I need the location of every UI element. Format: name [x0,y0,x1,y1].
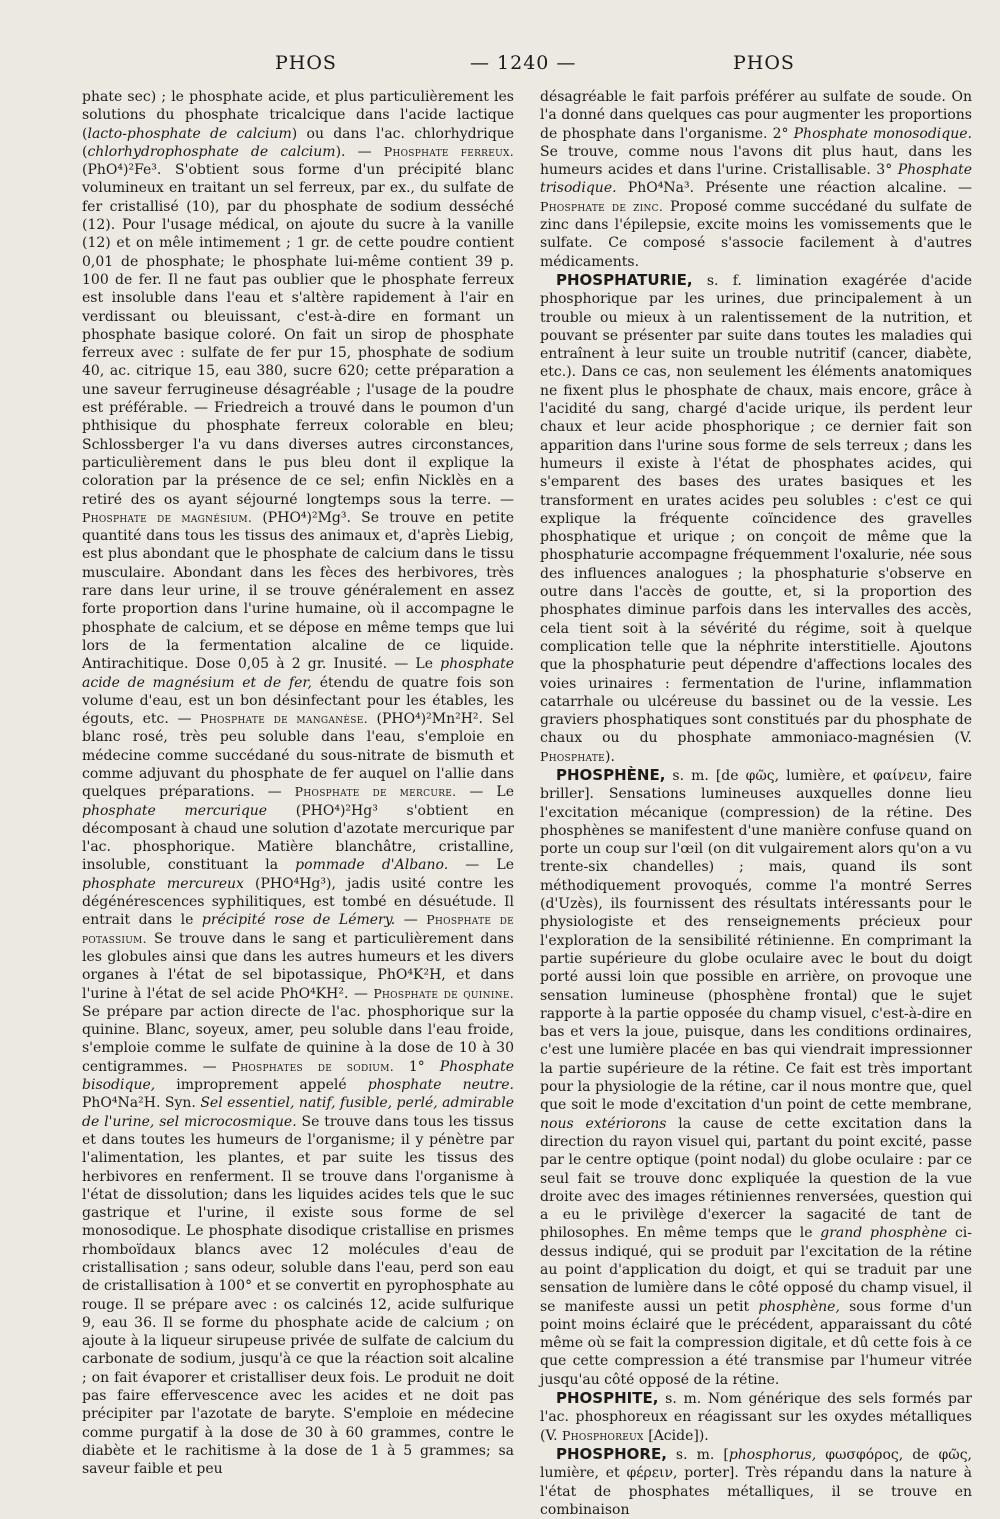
dictionary-entry [540,766,972,1389]
subentry-heading: Phosphates de sodium. [231,1058,394,1074]
text-run: ci-dessus indiqué, qui se produit par l'excitation de la rétine au point d'application du doigt, et qui se traduit par une sensation de lumière dans le côté opposé du champ visuel, il se manifeste aussi un petit [540,1225,972,1315]
italic-term: nous extériorons [540,1115,667,1132]
text-run: s. m. [de φῶς, lumière, et φαίνειν, faire briller]. Sensations lumineuses auxquelles donne lieu l'excitation mécanique (compression) de la rétine. Des phosphènes se manifestent d'une manière confuse quand on porte un coup sur l'œil (on dit vulgairement alors qu'on a vu trente-six chandelles) ; mais, quand ils sont méthodiquement provoqués, comme l'a montré Serres (d'Uzès), ils fournissent des résultats intéressants pour le physiologiste et des renseignements précieux pour l'exploration de la sensibilité rétinienne. En comprimant la partie supérieure du globe oculaire avec le bout du doigt porté aussi loin que possible en arrière, on provoque une sensation lumineuse (phosphène frontal) que le sujet rapporte à la partie opposée du champ visuel, c'est-à-dire en bas et vers la joue, puisque, dans les conditions ordinaires, c'est une lumière placée en bas qui viendrait impressionner la partie supérieure de la rétine. Ce fait est très important pour la physiologie de la rétine, car il nous montre que, quel que soit le mode d'excitation d'un point de cette membrane, [540,767,972,1114]
text-run: PhO⁴Na³. Présente une réaction alcaline. — [616,180,972,197]
italic-term: chlorhydrophosphate de calcium [87,143,336,160]
text-run: Proposé comme succédané du sulfate de zinc dans l'épilepsie, excite moins les vomissements que le sulfate. Ce composé s'associe facilement à d'autres médicaments. [540,198,972,270]
italic-term: pommade d'Albano. [295,857,449,874]
italic-term: Sel essentiel, natif, fusible, perlé, admirable de l'urine, sel microcosmique. [82,1095,515,1130]
italic-term: lacto-phosphate de calcium [87,125,292,142]
text-run: — [395,912,427,929]
subentry-heading: Phosphate de mercure. [294,784,457,800]
dictionary-entry [540,1445,972,1519]
text-run: φωσφόρος, de φῶς, lumière, et φέρειν, porter]. Très répandu dans la nature à l'état de phosphates métalliques, il se trouve en combinaison [540,1446,972,1518]
text-run: Se trouve dans le sang et particulièrement dans les globules ainsi que dans les autres humeurs et les divers organes à l'état de sel bipotassique, PhO⁴K²H, et dans l'urine à l'état de sel acide PhO⁴KH². — [82,930,514,1002]
subentry-heading: Phosphate de quinine. [373,985,514,1001]
italic-term: phosphate mercureux [82,875,244,892]
italic-term: phosphène, [758,1298,840,1315]
subentry-heading: Phosphate ferreux. [383,143,514,159]
subentry-heading: Phosphate de magnésium. [82,509,253,525]
text-run: s. m. [ [666,1446,729,1463]
text-run: (PhO⁴)²Fe³. S'obtient sous forme d'un précipité blanc volumineux en traitant un sel ferreux, par ex., du sulfate de fer cristallisé (10), par du phosphate de sodium desséché (12). Pour l'usage médical, on ajoute du sucre à la vanille (12) et on mêle intimement ; 1 gr. de cette poudre contient 0,01 de phosphate; le phosphate lui-même contient 39 p. 100 de fer. Il ne faut pas oublier que le phosphate ferreux est insoluble dans l'eau et s'altère rapidement à l'air en verdissant ou bleuissant, c'est-à-dire en formant un phosphate basique coloré. On fait un sirop de phosphate ferreux avec : sulfate de fer pur 15, phosphate de sodium 40, ac. citrique 15, eau 380, sucre 620; cette préparation a une saveur ferrugineuse désagréable ; l'usage de la poudre est préférable. — Friedreich a trouvé dans le poumon d'un phthisique du phosphate ferreux colorable en bleu; Schlossberger l'a vu dans diverses autres circonstances, particulièrement dans le pus bleu dont il explique la coloration par la présence de ce sel; enfin Nicklès en a retiré des os ayant séjourné longtemps sous la terre. — [82,162,514,508]
text-run: (PHO⁴)²Mn²H². Sel blanc rosé, très peu soluble dans l'eau, s'emploie en médecine comme succédané du sous-nitrate de bismuth et comme adjuvant du phosphate de fer auquel on l'allie dans quelques préparations. — [82,711,514,801]
dictionary-entry [540,1389,972,1445]
text-run: (PHO⁴)²Hg³ s'obtient en décomposant à chaud une solution d'azotate mercurique par l'ac. phosphorique. Matière blanchâtre, cristalline, insoluble, constituant la [82,802,514,874]
text-run: Se prépare par action directe de l'ac. phosphorique sur la quinine. Blanc, soyeux, amer, peu soluble dans l'eau froide, s'emploie comme le sulfate de quinine à la dose de 10 à 30 centigrammes. — [82,1003,514,1075]
text-run: ). — [335,143,384,160]
subentry-heading: Phosphate de zinc. [540,198,664,214]
text-run: étendu de quatre fois son volume d'eau, est un bon désinfectant pour les étables, les égouts, etc. — [82,674,514,728]
header-right-keyword: PHOS [733,52,795,74]
entry-headword: PHOSPHORE, [556,1444,667,1463]
italic-term: Phosphate trisodique. [540,162,972,197]
entry-headword: PHOSPHATURIE, [556,270,693,289]
subentry-heading: Phosphate [540,748,605,764]
text-run: la cause de cette excitation dans la direction du rayon visuel qui, partant du point excité, passe par le centre optique (point nodal) du globe oculaire : par ce seul fait se trouve donc expliquée la question de la vue droite avec des images rétiniennes renversées, question qui a eu le privilège d'exercer la sagacité de tant de philosophes. En même temps que le [540,1115,972,1242]
continued-entry-paragraph [82,88,514,1479]
left-column [82,88,514,1508]
text-run: Se trouve, comme nous l'avons dit plus haut, dans les humeurs acides et dans l'urine. Cristallisable. 3° [540,143,972,179]
header-left-keyword: PHOS [275,52,337,74]
italic-term: phosphate mercurique [82,802,268,819]
right-column [540,88,973,1518]
text-run: désagréable le fait parfois préférer au sulfate de soude. On l'a donné dans quelques cas pour augmenter les proportions de phosphate dans l'organisme. 2° [540,89,972,142]
entry-list [540,271,972,1519]
text-run: PhO⁴Na²H. Syn. [82,1095,201,1112]
page-number: — 1240 — [470,52,577,74]
italic-term: Phosphate monosodique. [793,125,972,142]
italic-term: phosphate acide de magnésium et de fer, [82,656,514,691]
italic-term: phosphorus, [728,1446,817,1463]
text-run: (PHO⁴Hg³), jadis usité contre les dégénérescences syphilitiques, est tombé en désuétude. Il entrait dans le [82,875,514,929]
entry-headword: PHOSPHÈNE, [556,765,666,784]
entry-headword: PHOSPHITE, [556,1389,659,1408]
text-run: 1° [394,1058,440,1075]
text-run: — Le [456,784,514,801]
dictionary-entry [540,271,972,766]
text-run: (PHO⁴)²Mg³. Se trouve en petite quantité dans tous les tissus des animaux et, d'après Liebig, est plus abondant que le phosphate de calcium dans le tissu musculaire. Abondant dans les fèces des herbivores, très rare dans leur urine, il se trouve généralement en assez forte proportion dans l'urine humaine, où il accompagne le phosphate de calcium, et se dépose en même temps que lui lors de la fermentation alcaline de ce liquide. Antirachitique. Dose 0,05 à 2 gr. Inusité. — Le [82,509,514,673]
italic-term: Phosphate bisodique, [82,1058,515,1094]
text-columns [82,88,973,1518]
subentry-heading: Phosphate de potassium. [82,912,515,946]
running-head [82,52,972,82]
text-run: s. f. limination exagérée d'acide phosphorique par les urines, due principalement à un trouble ou mieux à un ralentissement de la nutrition, et pouvant se présenter par suite dans toutes les maladies qui entraînent à leur suite un trouble nutritif (cancer, diabète, etc.). Dans ce cas, non seulement les éléments anatomiques ne fixent plus le phosphate de chaux, mais encore, grâce à l'acidité du sang, chargé d'acide urique, ils perdent leur chaux et leur acide phosphorique ; ce dernier fait son apparition dans l'urine sous forme de sels terreux ; dans les humeurs il existe à l'état de phosphates acides, qui s'emparent des bases des urates basiques et les transforment en urates acides peu solubles : c'est ce qui explique la fréquente coïncidence des gravelles phosphatique et urique ; on conçoit de même que la phosphaturie accompagne fréquemment l'oxalurie, née sous des influences analogues ; la phosphaturie s'observe en outre dans l'accès de goutte, et, si la proportion des phosphates diminue parfois dans les intervalles des accès, cela tient soit à la sévérité du régime, soit à quelque complication telle que la néphrite interstitielle. Ajoutons que la phosphaturie peut dépendre d'affections locales des voies urinaires : fermentation de l'urine, inflammation catarrhale ou ulcéreuse du bassinet ou de la vessie. Les graviers phosphatiques sont constitués par du phosphate de chaux ou du phosphate ammoniaco-magnésien (V. [540,272,972,747]
italic-term: grand phosphène [820,1225,948,1242]
subentry-heading: Phosphate de manganèse. [200,711,368,727]
italic-term: précipité rose de Lémery. [201,912,396,929]
text-run: — Le [448,857,515,874]
text-run: Se trouve dans tous les tissus et dans toutes les humeurs de l'organisme; il y pénètre par l'alimentation, les plantes, et par suite les tissus des herbivores en renferment. Il se trouve dans l'organisme à l'état de dissolution; dans les liquides acides tels que le suc gastrique et l'urine, il existe sous forme de sel monosodique. Le phosphate disodique cristallise en prismes rhomboïdaux blancs avec 12 molécules d'eau de cristallisation ; sans odeur, soluble dans l'eau, perd son eau de cristallisation à 100° et se convertit en pyrophosphate au rouge. Il se prépare avec : os calcinés 12, acide sulfurique 9, eau 36. Il se forme du phosphate acide de calcium ; on ajoute à la liqueur sirupeuse privée de sulfate de calcium du carbonate de sodium, jusqu'à ce que la réaction soit alcaline ; on fait évaporer et cristalliser deux fois. Le produit ne doit pas faire effervescence avec les acides et ne doit pas précipiter par l'azotate de baryte. S'emploie en médecine comme purgatif à la dose de 30 à 60 grammes, contre le diabète et le rachitisme à la dose de 1 à 5 grammes; sa saveur faible et peu [82,1113,514,1478]
italic-term: phosphate neutre. [367,1077,514,1094]
text-run: s. m. Nom générique des sels formés par l'ac. phosphoreux en réagissant sur les oxydes métalliques (V. [540,1391,972,1444]
continued-entry-paragraph [540,88,972,271]
text-run: phate sec) ; le phosphate acide, et plus particulièrement les solutions du phosphate tricalcique dans l'acide lactique ( [82,89,514,142]
text-run: improprement appelé [155,1077,368,1094]
subentry-heading: Phosphoreux [562,1427,644,1443]
text-run: [Acide]). [643,1427,709,1444]
text-run: sous forme d'un point moins éclairé que le précédent, apparaissant du côté même où se fait la compression digitale, et dû cette fois à ce que cette compression a été transmise par l'humeur vitrée jusqu'au côté opposé de la rétine. [540,1298,973,1388]
text-run: ). [605,748,615,765]
text-run: ) ou dans l'ac. chlorhydrique ( [82,125,514,160]
